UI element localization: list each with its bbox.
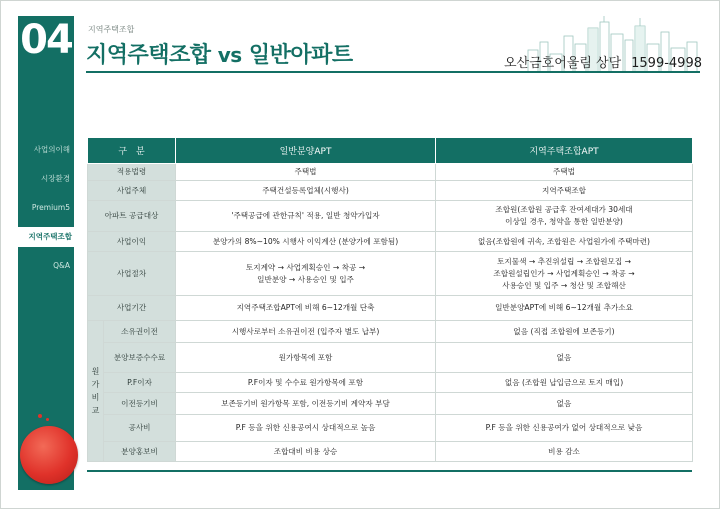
cell-union: 없음 (직접 조합원에 보존등기) (436, 321, 693, 343)
table-row (88, 296, 693, 321)
row-label: 공사비 (104, 415, 176, 442)
table-row (88, 232, 693, 252)
cell-general: 토지계약 → 사업계획승인 → 착공 → 일반분양 → 사용승인 및 입주 (176, 252, 436, 296)
cell-union: P.F 등을 위한 신용공여가 없어 상대적으로 낮음 (436, 415, 693, 442)
sidebar-item-business[interactable]: 사업의이해 (33, 145, 70, 154)
contact-label: 오산금호어울림 상담 (503, 56, 622, 71)
row-label: 사업이익 (88, 232, 176, 252)
table-row (88, 393, 693, 415)
group-label-char: 원 (91, 367, 100, 376)
table-bottom-rule (87, 470, 692, 472)
row-label: P.F이자 (104, 373, 176, 393)
cell-general: P.F이자 및 수수료 원가항목에 포함 (176, 373, 436, 393)
table-row (88, 201, 693, 232)
row-label: 아파트 공급대상 (88, 201, 176, 232)
cell-general: 시행사로부터 소유권이전 (입주자 별도 납부) (176, 321, 436, 343)
sidebar-item-housing-union[interactable]: 지역주택조합 (18, 227, 78, 247)
comparison-table (87, 137, 693, 462)
title-part1: 지역주택조합 (86, 43, 211, 68)
table-row (88, 321, 693, 343)
contact-info (480, 52, 702, 71)
row-label: 분양보증수수료 (104, 343, 176, 373)
group-label-char: 교 (91, 406, 100, 415)
row-label: 사업기간 (88, 296, 176, 321)
category-label: 지역주택조합 (88, 25, 135, 34)
table-row (88, 343, 693, 373)
sidebar-nav (18, 140, 76, 285)
cell-union: 주택법 (436, 164, 693, 181)
table-row (88, 252, 693, 296)
cell-general: '주택공급에 관한규칙' 적용, 일반 청약가입자 (176, 201, 436, 232)
row-label: 적용법령 (88, 164, 176, 181)
header-category: 구 분 (88, 138, 176, 164)
header-general: 일반분양APT (176, 138, 436, 164)
title-part2: 일반아파트 (248, 43, 353, 68)
contact-phone: 1599-4998 (631, 56, 702, 71)
row-label: 소유권이전 (104, 321, 176, 343)
cell-general: 조합대비 비용 상승 (176, 442, 436, 462)
cell-union: 지역주택조합 (436, 181, 693, 201)
group-label-char: 가 (91, 380, 100, 389)
header-union: 지역주택조합APT (436, 138, 693, 164)
group-label (88, 321, 104, 462)
sidebar-item-premium[interactable]: Premium5 (31, 203, 70, 212)
cell-general: 분양가의 8%~10% 시행사 이익계산 (분양가에 포함됨) (176, 232, 436, 252)
sparkle-dot (46, 418, 49, 421)
table-row (88, 373, 693, 393)
red-ball-icon (20, 426, 78, 484)
cell-general: 지역주택조합APT에 비해 6~12개월 단축 (176, 296, 436, 321)
cell-union: 일반분양APT에 비해 6~12개월 추가소요 (436, 296, 693, 321)
section-number: 04 (20, 17, 72, 63)
cell-union: 조합원(조합원 공급후 잔여세대가 30세대 이상일 경우, 청약을 통한 일반분양) (436, 201, 693, 232)
table-row (88, 164, 693, 181)
row-label: 이전등기비 (104, 393, 176, 415)
cell-general: 주택건설등록업체(시행사) (176, 181, 436, 201)
cell-union: 없음 (436, 393, 693, 415)
cell-general: 주택법 (176, 164, 436, 181)
cell-general: 원가항목에 포함 (176, 343, 436, 373)
cell-union: 없음 (436, 343, 693, 373)
table-row (88, 442, 693, 462)
cell-union: 없음(조합원에 귀속, 조합원은 사업원가에 주택마련) (436, 232, 693, 252)
sidebar-item-market[interactable]: 시장환경 (41, 174, 70, 183)
row-label: 분양홍보비 (104, 442, 176, 462)
group-label-char: 비 (91, 393, 100, 402)
cell-union: 없음 (조합원 납입금으로 토지 매입) (436, 373, 693, 393)
sparkle-dot (38, 414, 42, 418)
page-title (86, 38, 353, 69)
row-label: 사업주체 (88, 181, 176, 201)
cell-general: P.F 등을 위한 신용공여시 상대적으로 높음 (176, 415, 436, 442)
table-header-row (88, 138, 693, 164)
row-label: 사업절차 (88, 252, 176, 296)
table-row (88, 415, 693, 442)
table-row (88, 181, 693, 201)
cell-union: 비용 감소 (436, 442, 693, 462)
cell-general: 보존등기비 원가항목 포함, 이전등기비 계약자 부담 (176, 393, 436, 415)
sidebar-item-qna[interactable]: Q&A (53, 261, 70, 270)
cell-union: 토지물색 → 추진위설립 → 조합원모집 → 조합원설립인가 → 사업계획승인 → 착공 → 사용승인 및 입주 → 청산 및 조합해산 (436, 252, 693, 296)
title-vs: vs (217, 43, 242, 67)
title-divider (86, 71, 700, 73)
